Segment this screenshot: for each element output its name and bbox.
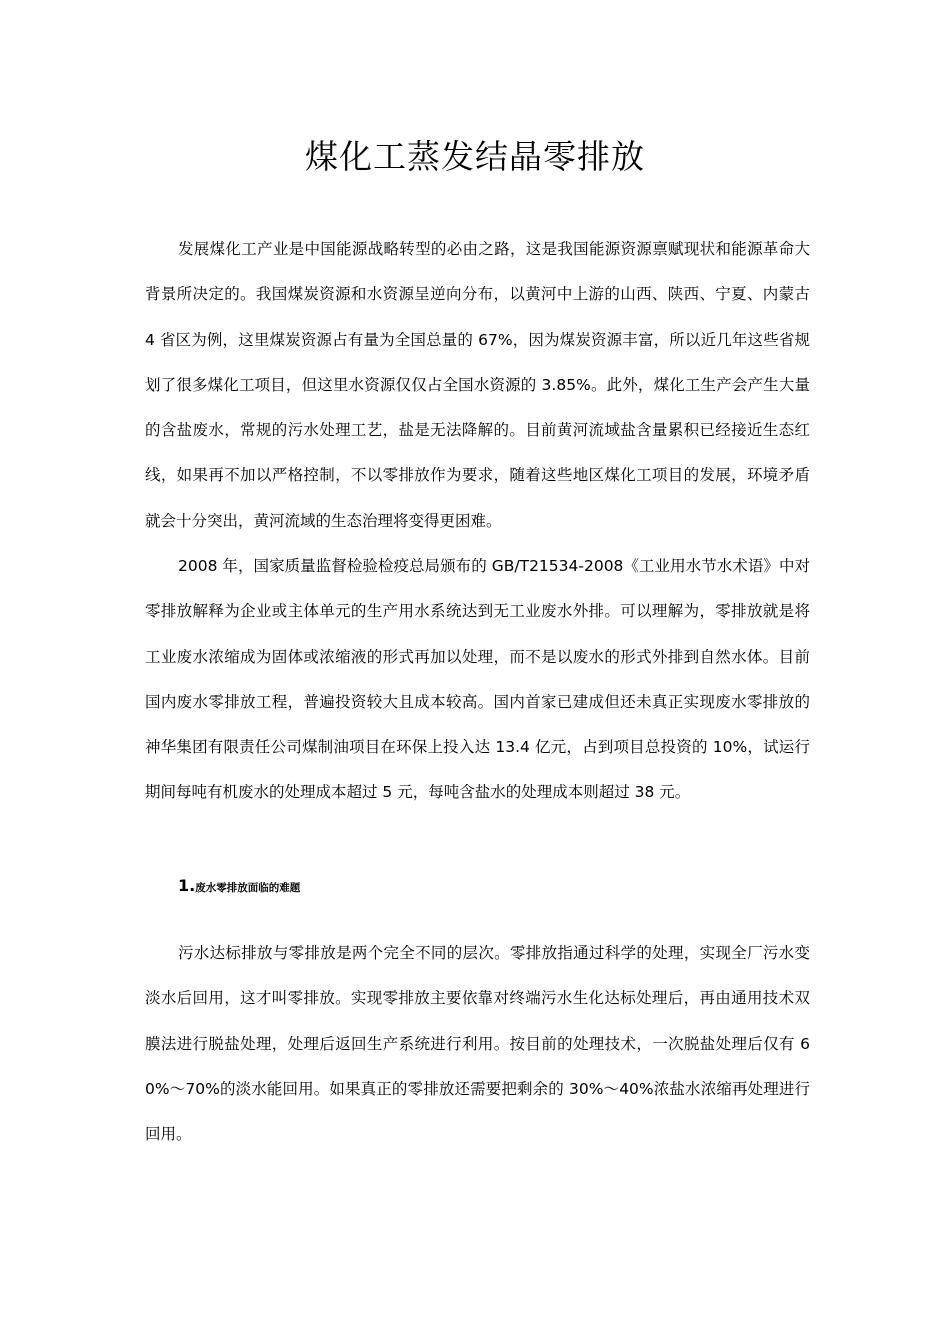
section-heading bbox=[178, 876, 300, 895]
paragraph-intro: 发展煤化工产业是中国能源战略转型的必由之路，这是我国能源资源禀赋现状和能源革命大背景所决定的。我国煤炭资源和水资源呈逆向分布，以黄河中上游的山西、陕西、宁夏、内蒙古 4 省区为例，这里煤炭资源占有量为全国总量的 67%，因为煤炭资源丰富，所以近几年这些省规划了很多煤化工项目，但这里水资源仅仅占全国水资源的 3.85%。此外，煤化工生产会产生大量的含盐废水，常规的污水处理工艺，盐是无法降解的。目前黄河流域盐含量累积已经接近生态红线，如果再不加以严格控制，不以零排放作为要求，随着这些地区煤化工项目的发展，环境矛盾就会十分突出，黄河流域的生态治理将变得更困难。 bbox=[145, 240, 810, 530]
section-heading-number: 1. bbox=[178, 876, 196, 895]
paragraph-definition: 2008 年，国家质量监督检验检疫总局颁布的 GB/T21534-2008《工业用水节水术语》中对零排放解释为企业或主体单元的生产用水系统达到无工业废水外排。可以理解为，零排放就是将工业废水浓缩成为固体或浓缩液的形式再加以处理，而不是以废水的形式外排到自然水体。目前国内废水零排放工程，普遍投资较大且成本较高。国内首家已建成但还未真正实现废水零排放的神华集团有限责任公司煤制油项目在环保上投入达 13.4 亿元，占到项目总投资的 10%，试运行期间每吨有机废水的处理成本超过 5 元，每吨含盐水的处理成本则超过 38 元。 bbox=[145, 557, 810, 802]
document-title: 煤化工蒸发结晶零排放 bbox=[305, 137, 645, 176]
section-heading-text: 废水零排放面临的难题 bbox=[195, 882, 301, 894]
paragraph-difficulty: 污水达标排放与零排放是两个完全不同的层次。零排放指通过科学的处理，实现全厂污水变淡水后回用，这才叫零排放。实现零排放主要依靠对终端污水生化达标处理后，再由通用技术双膜法进行脱盐处理，处理后返回生产系统进行利用。按目前的处理技术，一次脱盐处理后仅有 60%～70%的淡水能回用。如果真正的零排放还需要把剩余的 30%～40%浓盐水浓缩再处理进行回用。 bbox=[145, 944, 810, 1144]
